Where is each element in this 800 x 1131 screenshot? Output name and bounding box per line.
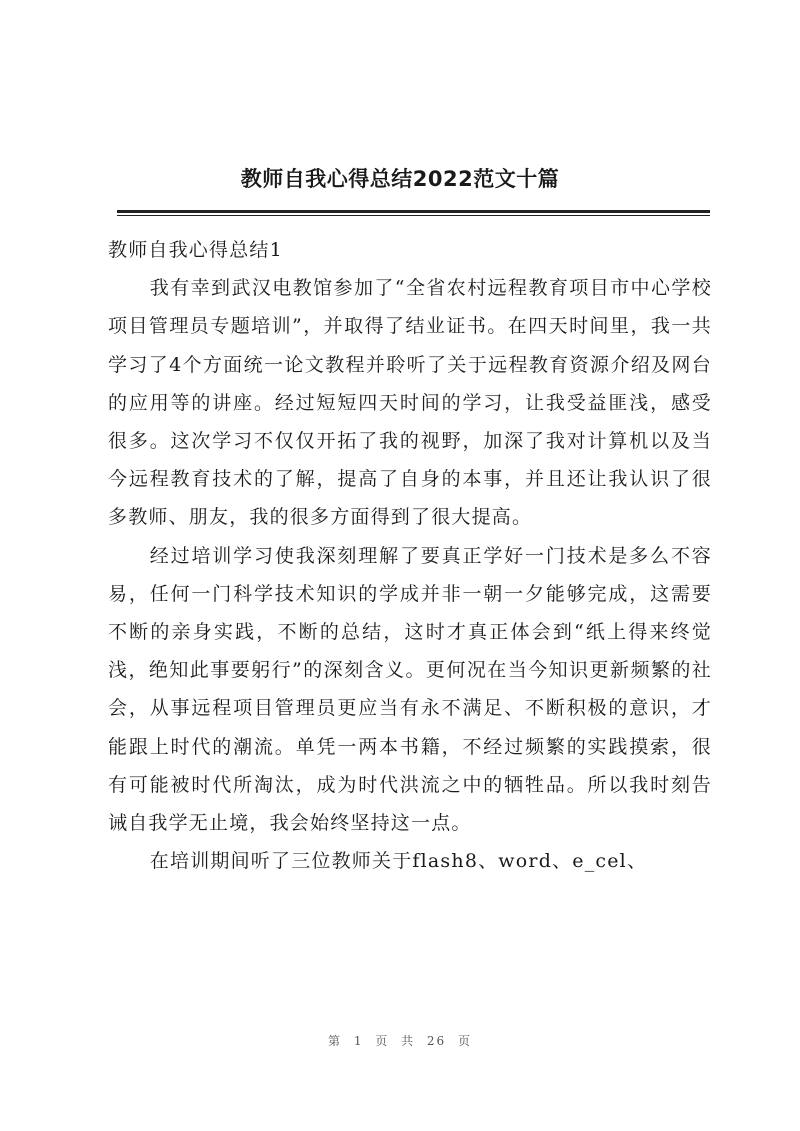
paragraph-3: 在培训期间听了三位教师关于flash8、word、e_cel、 (149, 850, 648, 873)
paragraph-1: 我有幸到武汉电教馆参加了“全省农村远程教育项目市中心学校项目管理员专题培训”，并取得了结业证书。在四天时间里，我一共学习了4个方面统一论文教程并聆听了关于远程教育资源介绍及网台的应用等的讲座。经过短短四天时间的学习，让我受益匪浅，感受很多。这次学习不仅仅开拓了我的视野，加深了我对计算机以及当今远程教育技术的了解，提高了自身的本事，并且还让我认识了很多教师、朋友，我的很多方面得到了很大提高。 (108, 277, 712, 529)
page-title: 教师自我心得总结2022范文十篇 (240, 167, 560, 191)
section-heading: 教师自我心得总结1 (108, 239, 283, 261)
title-divider-thin (117, 215, 710, 216)
page-footer: 第 1 页 共 26 页 (328, 1034, 472, 1048)
paragraph-2: 经过培训学习使我深刻理解了要真正学好一门技术是多么不容易，任何一门科学技术知识的学成并非一朝一夕能够完成，这需要不断的亲身实践，不断的总结，这时才真正体会到“纸上得来终觉浅，绝知此事要躬行”的深刻含义。更何况在当今知识更新频繁的社会，从事远程项目管理员更应当有永不满足、不断积极的意识，才能跟上时代的潮流。单凭一两本书籍，不经过频繁的实践摸索，很有可能被时代所淘汰，成为时代洪流之中的牺牲品。所以我时刻告诫自我学无止境，我会始终坚持这一点。 (108, 544, 712, 835)
title-divider (117, 210, 710, 213)
document-body (108, 231, 712, 880)
